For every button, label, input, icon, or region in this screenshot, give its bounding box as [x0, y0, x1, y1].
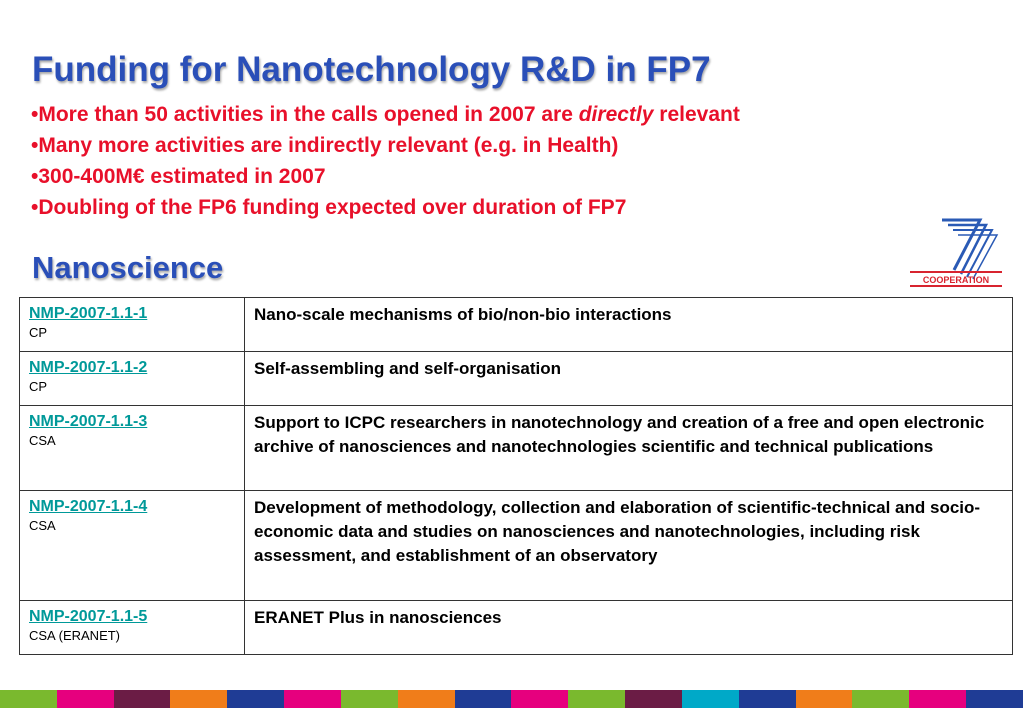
- description-cell: Development of methodology, collection and elaboration of scientific-technical and socio-economic data and studies on nanosciences and nanotechnologies, including risk assessment, and establishment of an observatory: [245, 491, 1013, 601]
- stripe-segment: [909, 690, 966, 708]
- activity-link[interactable]: NMP-2007-1.1-3: [29, 413, 148, 430]
- description-cell: ERANET Plus in nanosciences: [245, 601, 1013, 655]
- stripe-segment: [170, 690, 227, 708]
- code-cell: [20, 406, 245, 491]
- table-row: [20, 601, 1013, 655]
- activity-link[interactable]: NMP-2007-1.1-2: [29, 359, 148, 376]
- stripe-segment: [796, 690, 853, 708]
- section-subtitle: Nanoscience: [32, 250, 224, 285]
- activity-type: CSA: [29, 518, 56, 533]
- stripe-segment: [852, 690, 909, 708]
- bullet-item: • Many more activities are indirectly relevant (e.g. in Health): [31, 130, 740, 161]
- stripe-segment: [625, 690, 682, 708]
- code-cell: [20, 491, 245, 601]
- table-row: [20, 352, 1013, 406]
- stripe-segment: [0, 690, 57, 708]
- color-stripe: [0, 690, 1023, 708]
- activity-type: CP: [29, 325, 48, 340]
- stripe-segment: [739, 690, 796, 708]
- description-cell: Nano-scale mechanisms of bio/non-bio interactions: [245, 298, 1013, 352]
- table-row: [20, 491, 1013, 601]
- fp7-cooperation-logo: [906, 214, 1006, 290]
- bullet-item: • Doubling of the FP6 funding expected over duration of FP7: [31, 192, 740, 223]
- logo-text: COOPERATION: [922, 275, 990, 285]
- activity-type: CSA: [29, 433, 56, 448]
- activities-table: [19, 297, 1013, 655]
- stripe-segment: [455, 690, 512, 708]
- code-cell: [20, 601, 245, 655]
- stripe-segment: [511, 690, 568, 708]
- activity-type: CSA (ERANET): [29, 628, 121, 643]
- stripe-segment: [568, 690, 625, 708]
- activity-link[interactable]: NMP-2007-1.1-5: [29, 608, 148, 625]
- bullet-item: • 300-400M€ estimated in 2007: [31, 161, 740, 192]
- description-cell: Support to ICPC researchers in nanotechnology and creation of a free and open electronic archive of nanosciences and nanotechnologies scientific and technical publications: [245, 406, 1013, 491]
- activity-link[interactable]: NMP-2007-1.1-1: [29, 305, 148, 322]
- table-row: [20, 298, 1013, 352]
- stripe-segment: [227, 690, 284, 708]
- activity-type: CP: [29, 379, 48, 394]
- table-row: [20, 406, 1013, 491]
- page-title: Funding for Nanotechnology R&D in FP7: [32, 50, 711, 89]
- code-cell: [20, 298, 245, 352]
- description-cell: Self-assembling and self-organisation: [245, 352, 1013, 406]
- stripe-segment: [341, 690, 398, 708]
- stripe-segment: [57, 690, 114, 708]
- code-cell: [20, 352, 245, 406]
- stripe-segment: [398, 690, 455, 708]
- stripe-segment: [682, 690, 739, 708]
- stripe-segment: [114, 690, 171, 708]
- activity-link[interactable]: NMP-2007-1.1-4: [29, 498, 148, 515]
- fp7-numeral-icon: [942, 220, 997, 279]
- bullet-item: • More than 50 activities in the calls opened in 2007 are directly relevant: [31, 99, 740, 130]
- bullet-list: [31, 99, 740, 223]
- stripe-segment: [284, 690, 341, 708]
- stripe-segment: [966, 690, 1023, 708]
